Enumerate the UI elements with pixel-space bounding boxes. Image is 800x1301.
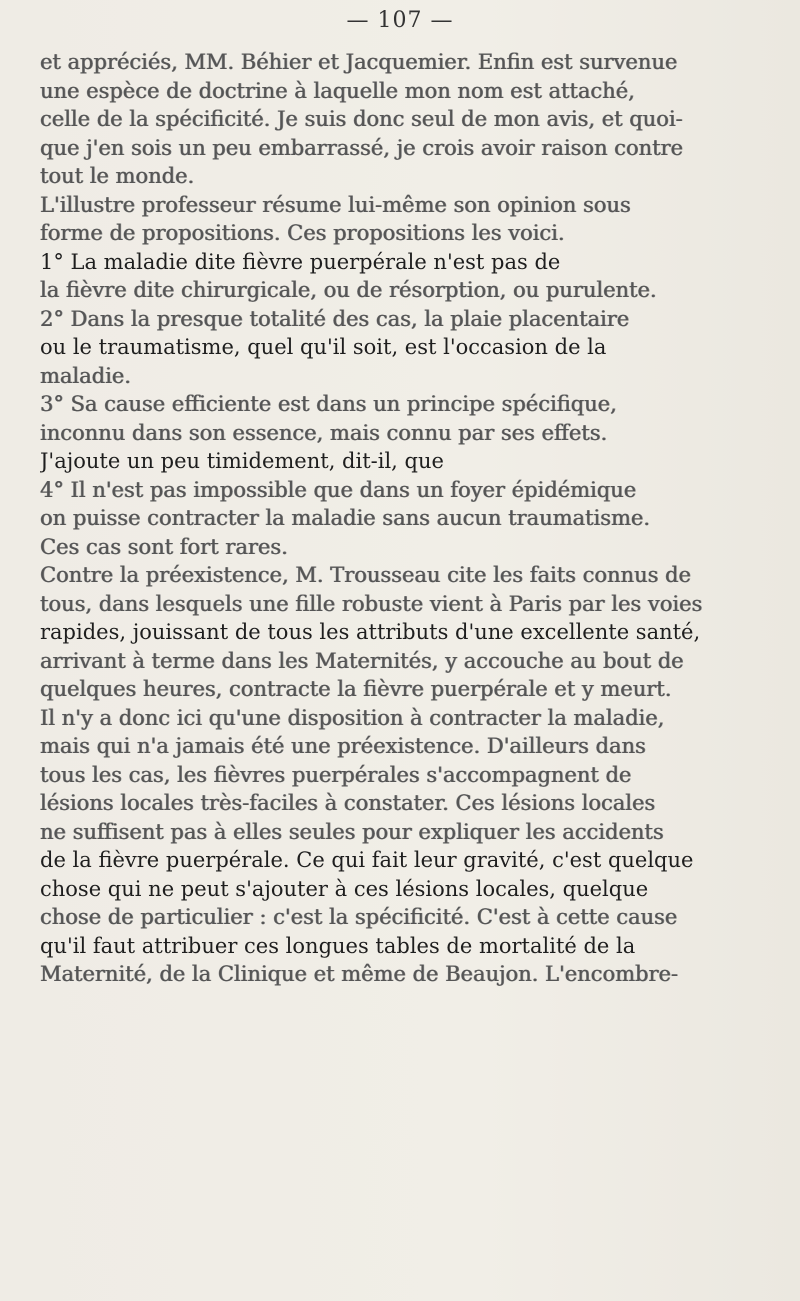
text-line: tout le monde. [40,164,195,188]
text-line: 4° Il n'est pas impossible que dans un foyer épidémique [40,477,637,502]
text-line: Il n'y a donc ici qu'une disposition à contracter la maladie, [40,705,665,730]
text-line: chose qui ne peut s'ajouter à ces lésions locales, quelque [40,876,649,901]
text-line: rapides, jouissant de tous les attributs d'une excellente santé, [40,620,701,644]
text-line: quelques heures, contracte la fièvre puerpérale et y meurt. [40,677,672,701]
text-line: chose de particulier : c'est la spécificité. C'est à cette cause [40,905,678,929]
text-line: 1° La maladie dite fièvre puerpérale n'est pas de [40,249,561,274]
text-line: on puisse contracter la maladie sans aucun traumatisme. [40,506,651,530]
text-line: forme de propositions. Ces propositions les voici. [40,221,565,245]
text-line: de la fièvre puerpérale. Ce qui fait leur gravité, c'est quelque [40,848,694,872]
text-line: et appréciés, MM. Béhier et Jacquemier. Enfin est survenue [40,50,678,74]
text-line: 2° Dans la presque totalité des cas, la plaie placentaire [40,306,630,331]
text-line: Contre la préexistence, M. Trousseau cite les faits connus de [40,563,691,587]
text-line: mais qui n'a jamais été une préexistence. D'ailleurs dans [40,734,646,758]
text-line: ne suffisent pas à elles seules pour expliquer les accidents [40,819,664,844]
text-line: qu'il faut attribuer ces longues tables de mortalité de la [40,933,636,958]
text-line: tous les cas, les fièvres puerpérales s'accompagnent de [40,762,632,787]
text-line: maladie. [40,363,131,388]
text-line: lésions locales très-faciles à constater. Ces lésions locales [40,791,656,815]
text-line: ou le traumatisme, quel qu'il soit, est l'occasion de la [40,335,607,359]
text-line: celle de la spécificité. Je suis donc seul de mon avis, et quoi- [40,107,683,131]
text-line: la fièvre dite chirurgicale, ou de résorption, ou purulente. [40,278,657,302]
text-line: arrivant à terme dans les Maternités, y accouche au bout de [40,648,684,673]
text-line: L'illustre professeur résume lui-même son opinion sous [40,192,631,217]
text-line: que j'en sois un peu embarrassé, je crois avoir raison contre [40,135,684,160]
page-number: — 107 — [346,8,454,33]
text-line: une espèce de doctrine à laquelle mon nom est attaché, [40,78,635,103]
text-line: Ces cas sont fort rares. [40,534,288,559]
text-line: Maternité, de la Clinique et même de Beaujon. L'encombre- [40,962,679,986]
text-line: J'ajoute un peu timidement, dit-il, que [40,449,444,473]
text-line: tous, dans lesquels une fille robuste vient à Paris par les voies [40,591,703,616]
body-text [40,48,770,989]
text-line: inconnu dans son essence, mais connu par ses effets. [40,420,608,445]
text-line: 3° Sa cause efficiente est dans un principe spécifique, [40,392,617,416]
